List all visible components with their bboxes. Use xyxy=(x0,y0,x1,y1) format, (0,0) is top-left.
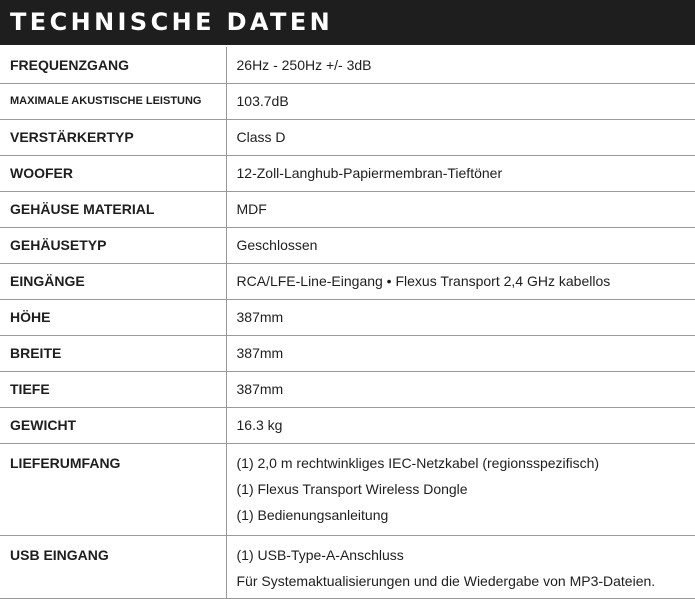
spec-value-line: (1) USB-Type-A-Anschluss xyxy=(236,546,404,563)
spec-label: MAXIMALE AKUSTISCHE LEISTUNG xyxy=(0,83,226,119)
spec-value-line: (1) 2,0 m rechtwinkliges IEC-Netzkabel (regionsspezifisch) xyxy=(236,454,600,471)
spec-label: LIEFERUMFANG xyxy=(0,443,226,535)
spec-label: USB EINGANG xyxy=(0,535,226,598)
spec-value-line: (1) Flexus Transport Wireless Dongle xyxy=(236,480,468,497)
spec-label: GEWICHT xyxy=(0,407,226,443)
spec-value: Geschlossen xyxy=(226,227,695,263)
spec-value-line: Für Systemaktualisierungen und die Wiedergabe von MP3-Dateien. xyxy=(236,572,656,589)
spec-row-lieferumfang xyxy=(0,443,695,535)
spec-value: 12-Zoll-Langhub-Papiermembran-Tieftöner xyxy=(226,155,695,191)
spec-value: 387mm xyxy=(226,299,695,335)
spec-row-breite xyxy=(0,335,695,371)
spec-row-verstaerkertyp xyxy=(0,119,695,155)
spec-row-gehaeuse-material xyxy=(0,191,695,227)
spec-label: TIEFE xyxy=(0,371,226,407)
spec-label: FREQUENZGANG xyxy=(0,47,226,83)
spec-label: GEHÄUSE MATERIAL xyxy=(0,191,226,227)
spec-value: 16.3 kg xyxy=(226,407,695,443)
spec-row-gehaeusetyp xyxy=(0,227,695,263)
spec-row-hoehe xyxy=(0,299,695,335)
spec-label: BREITE xyxy=(0,335,226,371)
spec-label: WOOFER xyxy=(0,155,226,191)
spec-value-line: (1) Bedienungsanleitung xyxy=(236,506,389,523)
spec-value: 103.7dB xyxy=(226,83,695,119)
spec-row-max-leistung xyxy=(0,83,695,119)
spec-value: 387mm xyxy=(226,371,695,407)
spec-table xyxy=(0,47,695,599)
spec-label: HÖHE xyxy=(0,299,226,335)
page-title: TECHNISCHE DATEN xyxy=(0,0,695,45)
spec-row-usb-eingang xyxy=(0,535,695,598)
spec-value: 387mm xyxy=(226,335,695,371)
spec-value: MDF xyxy=(226,191,695,227)
spec-value: 26Hz - 250Hz +/- 3dB xyxy=(226,47,695,83)
spec-value xyxy=(226,535,695,598)
spec-row-eingaenge xyxy=(0,263,695,299)
spec-label: VERSTÄRKERTYP xyxy=(0,119,226,155)
spec-label: EINGÄNGE xyxy=(0,263,226,299)
spec-value: RCA/LFE-Line-Eingang • Flexus Transport 2,4 GHz kabellos xyxy=(226,263,695,299)
spec-label: GEHÄUSETYP xyxy=(0,227,226,263)
spec-row-woofer xyxy=(0,155,695,191)
spec-row-tiefe xyxy=(0,371,695,407)
spec-row-gewicht xyxy=(0,407,695,443)
spec-value: Class D xyxy=(226,119,695,155)
spec-value xyxy=(226,443,695,535)
spec-row-frequenzgang xyxy=(0,47,695,83)
